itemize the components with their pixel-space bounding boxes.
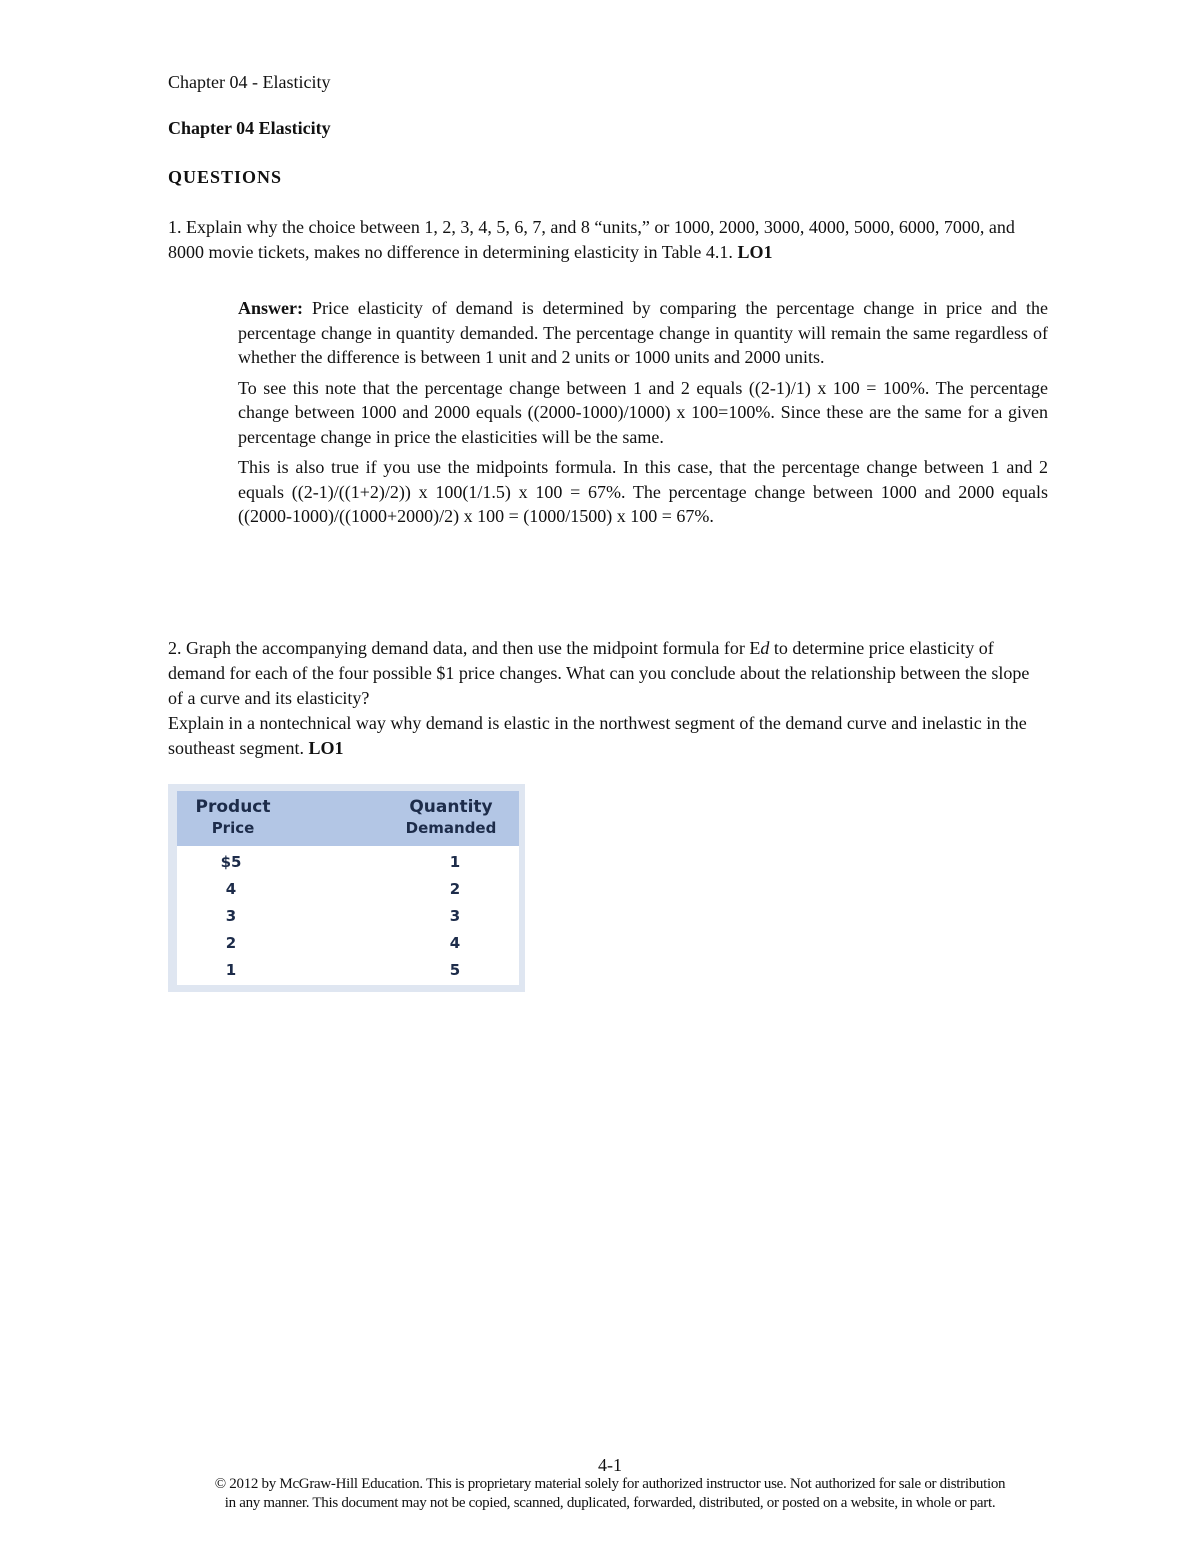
price-cell: 2 [225, 934, 237, 952]
answer-label: Answer: [238, 298, 303, 318]
column-header-price-line2: Price [211, 819, 255, 837]
column-header-quantity [399, 797, 503, 839]
price-cell: $5 [220, 853, 242, 871]
answer-1 [238, 296, 1048, 535]
copyright-footer [160, 1475, 1060, 1513]
quantity-cell: 2 [449, 880, 461, 898]
column-header-price [191, 797, 275, 839]
answer-paragraph-3: This is also true if you use the midpoints formula. In this case, that the percentage change between 1 and 2 equals ((2-1)/((1+2)/2)) x 100(1/1.5) x 100 = 67%. The percentage change between 1000 and 2000 equals ((2000-1000)/((1000+2000)/2) x 100 = (1000/1500) x 100 = 67%. [238, 457, 1048, 526]
table-row [177, 957, 519, 984]
running-head: Chapter 04 - Elasticity [168, 72, 331, 92]
question-2 [168, 636, 1048, 761]
demand-table-body [177, 791, 519, 985]
question-1-text: 1. Explain why the choice between 1, 2, 3, 4, 5, 6, 7, and 8 “units,” or 1000, 2000, 3000, 4000, 5000, 6000, 7000, and 8000 movie tickets, makes no difference in determining elasticity in Table 4.1. [168, 217, 1015, 262]
page-number: 4-1 [598, 1455, 622, 1475]
price-cell: 3 [225, 907, 237, 925]
question-2-ed-subscript: d [760, 638, 770, 658]
table-row [177, 903, 519, 930]
question-2-text-c: Explain in a nontechnical way why demand is elastic in the northwest segment of the demand curve and inelastic in the southeast segment. [168, 713, 1027, 758]
table-row [177, 930, 519, 957]
answer-text-1: Price elasticity of demand is determined by comparing the percentage change in price and the percentage change in quantity demanded. The percentage change in quantity will remain the same regardless of whether the difference is between 1 unit and 2 units or 1000 units and 2000 units. [238, 298, 1048, 367]
answer-paragraph-2: To see this note that the percentage change between 1 and 2 equals ((2-1)/1) x 100 = 100%. The percentage change between 1000 and 2000 equals ((2000-1000)/1000) x 100=100%. Since these are the same for a given percentage change in price the elasticities will be the same. [238, 377, 1048, 447]
demand-table [168, 784, 525, 992]
answer-paragraph-1 [238, 296, 1048, 370]
learning-objective-tag: LO1 [308, 738, 344, 758]
price-cell: 1 [225, 961, 237, 979]
quantity-cell: 3 [449, 907, 461, 925]
chapter-title: Chapter 04 Elasticity [168, 118, 331, 138]
section-heading: QUESTIONS [168, 167, 283, 187]
question-2-text-b: to determine price elasticity of demand for each of the four possible $1 price changes. What can you conclude about the relationship between the slope of a curve and its elasticity? [168, 638, 1030, 708]
column-header-quantity-line2: Demanded [405, 819, 497, 837]
price-cell: 4 [225, 880, 237, 898]
column-header-quantity-line1: Quantity [409, 797, 493, 817]
copyright-line-1: © 2012 by McGraw-Hill Education. This is proprietary material solely for authorized instructor use. Not authorized for sale or distribution [214, 1476, 1006, 1492]
quantity-cell: 5 [449, 961, 461, 979]
quantity-cell: 4 [449, 934, 461, 952]
column-header-price-line1: Product [195, 797, 271, 817]
question-1 [168, 215, 1048, 265]
table-row [177, 849, 519, 876]
learning-objective-tag: LO1 [737, 242, 773, 262]
question-2-text-a: 2. Graph the accompanying demand data, and then use the midpoint formula for E [168, 638, 761, 658]
table-header [177, 791, 519, 846]
copyright-line-2: in any manner. This document may not be copied, scanned, duplicated, forwarded, distributed, or posted on a website, in whole or part. [224, 1495, 996, 1511]
table-row [177, 876, 519, 903]
quantity-cell: 1 [449, 853, 461, 871]
